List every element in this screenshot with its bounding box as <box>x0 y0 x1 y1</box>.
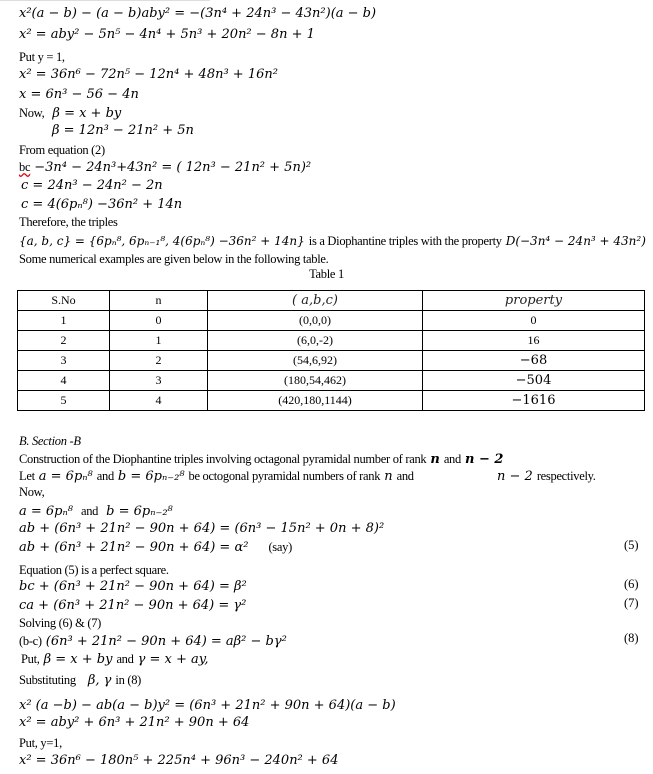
text-line: Equation (5) is a perfect square. <box>19 563 169 577</box>
math: (6n³ + 21n² − 90n + 64) <box>45 634 207 649</box>
equation: c = 4(6pₙ⁸) −36n² + 14n <box>21 197 183 212</box>
equation-line <box>19 158 311 177</box>
table-caption: Table 1 <box>309 267 344 281</box>
cell: 0 <box>110 311 208 331</box>
text: in (8) <box>115 673 142 687</box>
cell: 1 <box>18 311 110 331</box>
text-line: Solving (6) & (7) <box>19 616 102 630</box>
table-header-row <box>18 291 645 311</box>
text: and <box>80 504 99 518</box>
text-line: Some numerical examples are given below in the following table. <box>19 252 329 266</box>
table-row <box>18 351 645 371</box>
equation: x² = 36n⁶ − 72n⁵ − 12n⁴ + 48n³ + 16n² <box>19 67 278 82</box>
text: Construction of the Diophantine triples involving octagonal pyramidal number of rank <box>19 452 427 466</box>
math: n − 2 <box>497 469 533 484</box>
cell: −1616 <box>423 391 645 411</box>
equation: {a, b, c} = {6pₙ⁸, 6pₙ₋₁⁸, 4(6pₙ⁸) −36n² + 14n} <box>19 234 305 248</box>
equation-number: (6) <box>624 577 639 591</box>
equation-line <box>19 502 173 521</box>
header-abc: ( a,b,c) <box>208 291 423 311</box>
text-line: Therefore, the triples <box>19 215 118 229</box>
cell: −68 <box>423 351 645 371</box>
cell: (54,6,92) <box>208 351 423 371</box>
now-label: Now, <box>19 106 45 120</box>
equation: x² (a −b) − ab(a − b)y² = (6n³ + 21n² + 90n + 64)(a − b) <box>19 698 396 713</box>
equation: x² = 36n⁶ − 180n⁵ + 225n⁴ + 96n³ − 240n² + 64 <box>19 753 339 768</box>
cell: 3 <box>110 371 208 391</box>
cell: −504 <box>423 371 645 391</box>
header-sno: S.No <box>18 291 110 311</box>
equation: −3n⁴ − 24n³+43n² = ( 12n³ − 21n² + 5n)² <box>34 160 312 175</box>
cell: 5 <box>18 391 110 411</box>
text: and <box>96 469 114 483</box>
equation: ca + (6n³ + 21n² − 90n + 64) = γ² <box>19 598 247 613</box>
cell: 2 <box>110 351 208 371</box>
math: b = 6pₙ₋₂⁸ <box>117 469 185 484</box>
cell: (6,0,-2) <box>208 331 423 351</box>
text-line: Now, <box>19 485 45 499</box>
bc-label: bc <box>19 160 31 174</box>
cell: 4 <box>110 391 208 411</box>
cell: 0 <box>423 311 645 331</box>
math: γ = x + ay, <box>137 652 209 667</box>
text: (b-c) <box>19 634 42 648</box>
equation-number: (8) <box>624 631 639 645</box>
text: respectively. <box>536 469 596 483</box>
equation: β = x + by <box>52 106 122 121</box>
text-line <box>21 650 209 669</box>
triple-line <box>19 232 646 250</box>
table-row <box>18 371 645 391</box>
table-row <box>18 391 645 411</box>
text: be octogonal pyramidal numbers of rank <box>188 469 381 483</box>
equation: ab + (6n³ + 21n² − 90n + 64) = (6n³ − 15n² + 0n + 8)² <box>19 521 385 536</box>
text: Substituting <box>19 673 76 687</box>
text-line: Put, y=1, <box>19 736 62 750</box>
header-n: n <box>110 291 208 311</box>
equation: ab + (6n³ + 21n² − 90n + 64) = α² <box>19 540 249 555</box>
text: Let <box>19 469 35 483</box>
equation: bc + (6n³ + 21n² − 90n + 64) = β² <box>19 579 247 594</box>
cell: 16 <box>423 331 645 351</box>
cell: 4 <box>18 371 110 391</box>
math: a = 6pₙ⁸ <box>19 504 73 519</box>
equation-line <box>19 632 287 651</box>
text: and <box>116 652 134 666</box>
math: β, γ <box>87 673 112 688</box>
table-row <box>18 331 645 351</box>
divider <box>0 0 210 1</box>
cell: 3 <box>18 351 110 371</box>
equation: D(−3n⁴ − 24n³ + 43n²) <box>505 234 646 248</box>
equation: c = 24n³ − 24n² − 2n <box>21 178 163 193</box>
section-heading: B. Section -B <box>19 434 81 448</box>
equation-number: (7) <box>624 596 639 610</box>
math: n <box>430 452 440 467</box>
text: and <box>443 452 461 466</box>
cell: 2 <box>18 331 110 351</box>
math: n <box>384 469 393 484</box>
text: Put, <box>21 652 40 666</box>
math: = aβ² − bγ² <box>210 634 287 649</box>
text-line <box>19 467 414 486</box>
text-line <box>19 671 141 690</box>
cell: 1 <box>110 331 208 351</box>
text-line <box>497 467 596 486</box>
equation: β = 12n³ − 21n² + 5n <box>52 123 194 138</box>
cell: (420,180,1144) <box>208 391 423 411</box>
cell: (180,54,462) <box>208 371 423 391</box>
equation-line <box>19 538 292 557</box>
equation-number: (5) <box>624 538 639 552</box>
equation: x = 6n³ − 56 − 4n <box>19 87 139 102</box>
text-line <box>19 104 121 123</box>
results-table <box>17 290 645 411</box>
math: b = 6pₙ₋₂⁸ <box>106 504 173 519</box>
equation: x² = aby² − 5n⁵ − 4n⁴ + 5n³ + 20n² − 8n + 1 <box>19 27 315 42</box>
table-row <box>18 311 645 331</box>
text: (say) <box>268 540 292 554</box>
header-property: property <box>423 291 645 311</box>
text: and <box>396 469 414 483</box>
text-line: Put y = 1, <box>19 50 65 64</box>
math: n − 2 <box>464 452 504 467</box>
text-line: From equation (2) <box>19 143 105 157</box>
math: β = x + by <box>43 652 113 667</box>
equation: x²(a − b) − (a − b)aby² = −(3n⁴ + 24n³ − 43n²)(a − b) <box>19 6 377 21</box>
cell: (0,0,0) <box>208 311 423 331</box>
text: is a Diophantine triples with the property <box>308 234 502 248</box>
equation: x² = aby² + 6n³ + 21n² + 90n + 64 <box>19 715 250 730</box>
math: a = 6pₙ⁸ <box>38 469 93 484</box>
